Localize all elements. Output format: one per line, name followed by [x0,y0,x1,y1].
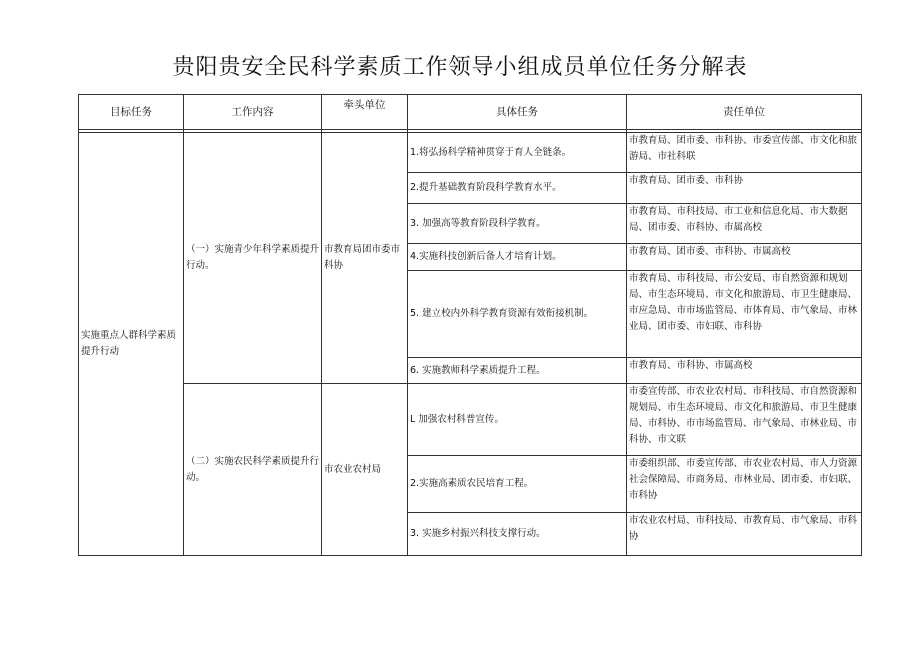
task-cell: 3. 加强高等教育阶段科学教育。 [408,204,627,244]
task-cell: 5. 建立校内外科学教育资源有效衔接机制。 [408,271,627,358]
group-1-lead: 市教育局团市委市科协 [322,133,408,384]
task-cell: 2.实施高素质农民培育工程。 [408,456,627,513]
duty-cell: 市教育局、市科协、市属高校 [627,358,862,384]
duty-cell: 市委宣传部、市农业农村局、市科技局、市自然资源和规划局、市生态环境局、市文化和旅游局、市卫生健康局、市科协、市市场监管局、市气象局、市林业局、市科协、市文联 [627,384,862,456]
task-cell: 6. 实施教师科学素质提升工程。 [408,358,627,384]
task-cell: 1.将弘扬科学精神贯穿于育人全链条。 [408,133,627,173]
duty-cell: 市委组织部、市委宣传部、市农业农村局、市人力资源社会保障局、市商务局、市林业局、团市委、市妇联、市科协 [627,456,862,513]
header-target: 目标任务 [79,95,184,130]
document-title: 贵阳贵安全民科学素质工作领导小组成员单位任务分解表 [172,55,748,80]
table-row [79,384,862,456]
task-cell: 4.实施科技创新后备人才培育计划。 [408,244,627,271]
duty-cell: 市教育局、市科技局、市公安局、市自然资源和规划局、市生态环境局、市文化和旅游局、市卫生健康局、市应急局、市市场监管局、市体育局、市气象局、市林业局、团市委、市妇联、市科协 [627,271,862,358]
duty-cell: 市农业农村局、市科技局、市教育局、市气象局、市科协 [627,513,862,556]
task-table [78,94,862,556]
task-cell: L 加强农村科普宣传。 [408,384,627,456]
group-2-lead: 市农业农村局 [322,384,408,556]
header-lead: 牵头单位 [322,95,408,130]
duty-cell: 市教育局、团市委、市科协、市属高校 [627,244,862,271]
task-cell: 3. 实施乡村振兴科技支撑行动。 [408,513,627,556]
header-content: 工作内容 [184,95,322,130]
task-cell: 2.提升基础教育阶段科学教育水平。 [408,173,627,204]
table-row [79,133,862,173]
duty-cell: 市教育局、市科技局、市工业和信息化局、市大数据局、团市委、市科协、市属高校 [627,204,862,244]
group-1-content: （一）实施青少年科学素质提升行动。 [184,133,322,384]
duty-cell: 市教育局、团市委、市科协 [627,173,862,204]
table-header-row [79,95,862,130]
header-task: 具体任务 [408,95,627,130]
header-duty: 责任单位 [627,95,862,130]
group-2-content: （二）实施农民科学素质提升行动。 [184,384,322,556]
duty-cell: 市教育局、团市委、市科协、市委宣传部、市文化和旅游局、市社科联 [627,133,862,173]
target-task-cell: 实施重点人群科学素质提升行动 [79,133,184,556]
